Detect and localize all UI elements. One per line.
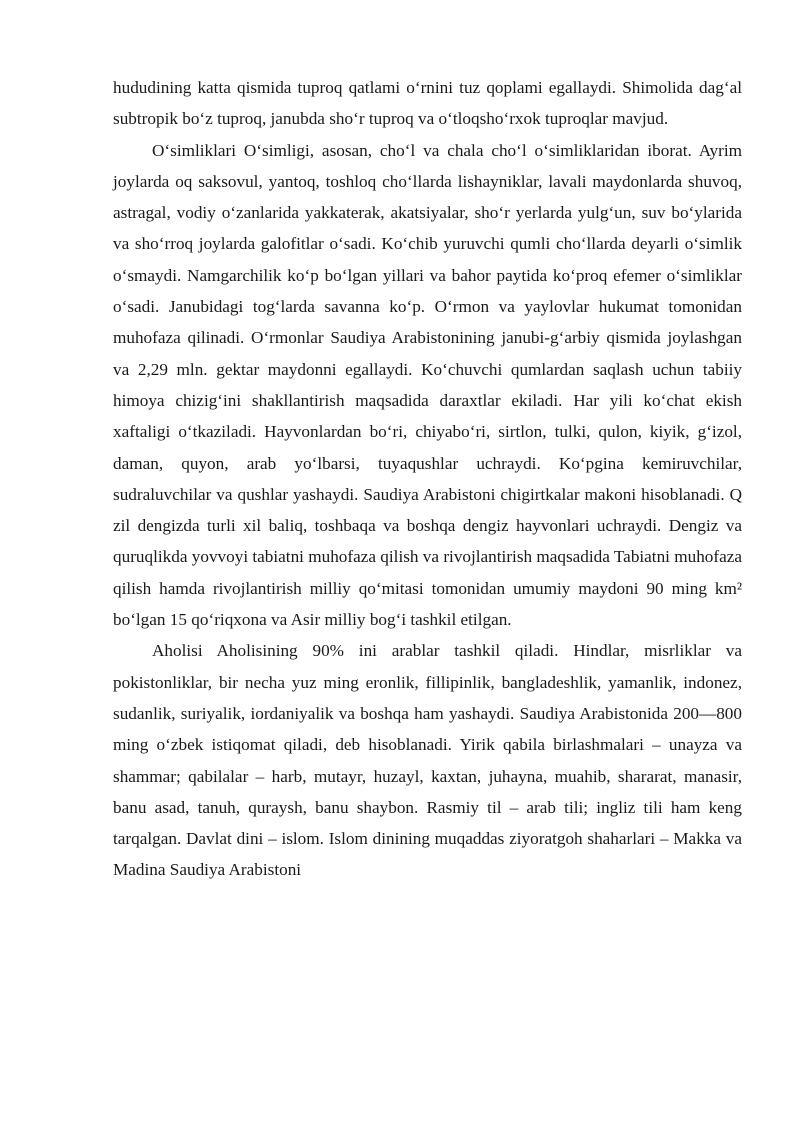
document-page xyxy=(113,72,742,886)
paragraph-population: Aholisi Aholisining 90% ini arablar tashkil qiladi. Hindlar, misrliklar va pokistonliklar, bir necha yuz ming eronlik, fillipinlik, bangladeshlik, yamanlik, indonez, sudanlik, suriyalik, iordaniyalik va boshqa ham yashaydi. Saudiya Arabistonida 200—800 ming o‘zbek istiqomat qiladi, deb hisoblanadi. Yirik qabila birlashmalari – unayza va shammar; qabilalar – harb, mutayr, huzayl, kaxtan, juhayna, muahib, shararat, manasir, banu asad, tanuh, quraysh, banu shaybon. Rasmiy til – arab tili; ingliz tili ham keng tarqalgan. Davlat dini – islom. Islom dinining muqaddas ziyoratgoh shaharlari – Makka va Madina Saudiya Arabistoni xyxy=(113,641,742,880)
paragraph-soil: hududining katta qismida tuproq qatlami o‘rnini tuz qoplami egallaydi. Shimolida dag‘al subtropik bo‘z tuproq, janubda sho‘r tuproq va o‘tloqsho‘rxok tuproqlar mavjud. xyxy=(113,78,742,129)
paragraph-flora-fauna: O‘simliklari O‘simligi, asosan, cho‘l va chala cho‘l o‘simliklaridan iborat. Ayrim joylarda oq saksovul, yantoq, toshloq cho‘llarda lishayniklar, lavali maydonlarda shuvoq, astragal, vodiy o‘zanlarida yakkaterak, akatsiyalar, sho‘r yerlarda yulg‘un, suv bo‘ylarida va sho‘rroq joylarda galofitlar o‘sadi. Ko‘chib yuruvchi qumli cho‘llarda deyarli o‘simlik o‘smaydi. Namgarchilik ko‘p bo‘lgan yillari va bahor paytida ko‘proq efemer o‘simliklar o‘sadi. Janubidagi tog‘larda savanna ko‘p. O‘rmon va yaylovlar hukumat tomonidan muhofaza qilinadi. O‘rmonlar Saudiya Arabistonining janubi-g‘arbiy qismida joylashgan va 2,29 mln. gektar maydonni egallaydi. Ko‘chuvchi qumlardan saqlash uchun tabiiy himoya chizig‘ini shakllantirish maqsadida daraxtlar ekiladi. Har yili ko‘chat ekish xaftaligi o‘tkaziladi. Hayvonlardan bo‘ri, chiyabo‘ri, sirtlon, tulki, qulon, kiyik, g‘izol, daman, quyon, arab yo‘lbarsi, tuyaqushlar uchraydi. Ko‘pgina kemiruvchilar, sudraluvchilar va qushlar yashaydi. Saudiya Arabistoni chigirtkalar makoni hisoblanadi. Q zil dengizda turli xil baliq, toshbaqa va boshqa dengiz hayvonlari uchraydi. Dengiz va quruqlikda yovvoyi tabiatni muhofaza qilish va rivojlantirish maqsadida Tabiatni muhofaza qilish hamda rivojlantirish milliy qo‘mitasi tomonidan umumiy maydoni 90 ming km² bo‘lgan 15 qo‘riqxona va Asir milliy bog‘i tashkil etilgan. xyxy=(113,140,743,630)
